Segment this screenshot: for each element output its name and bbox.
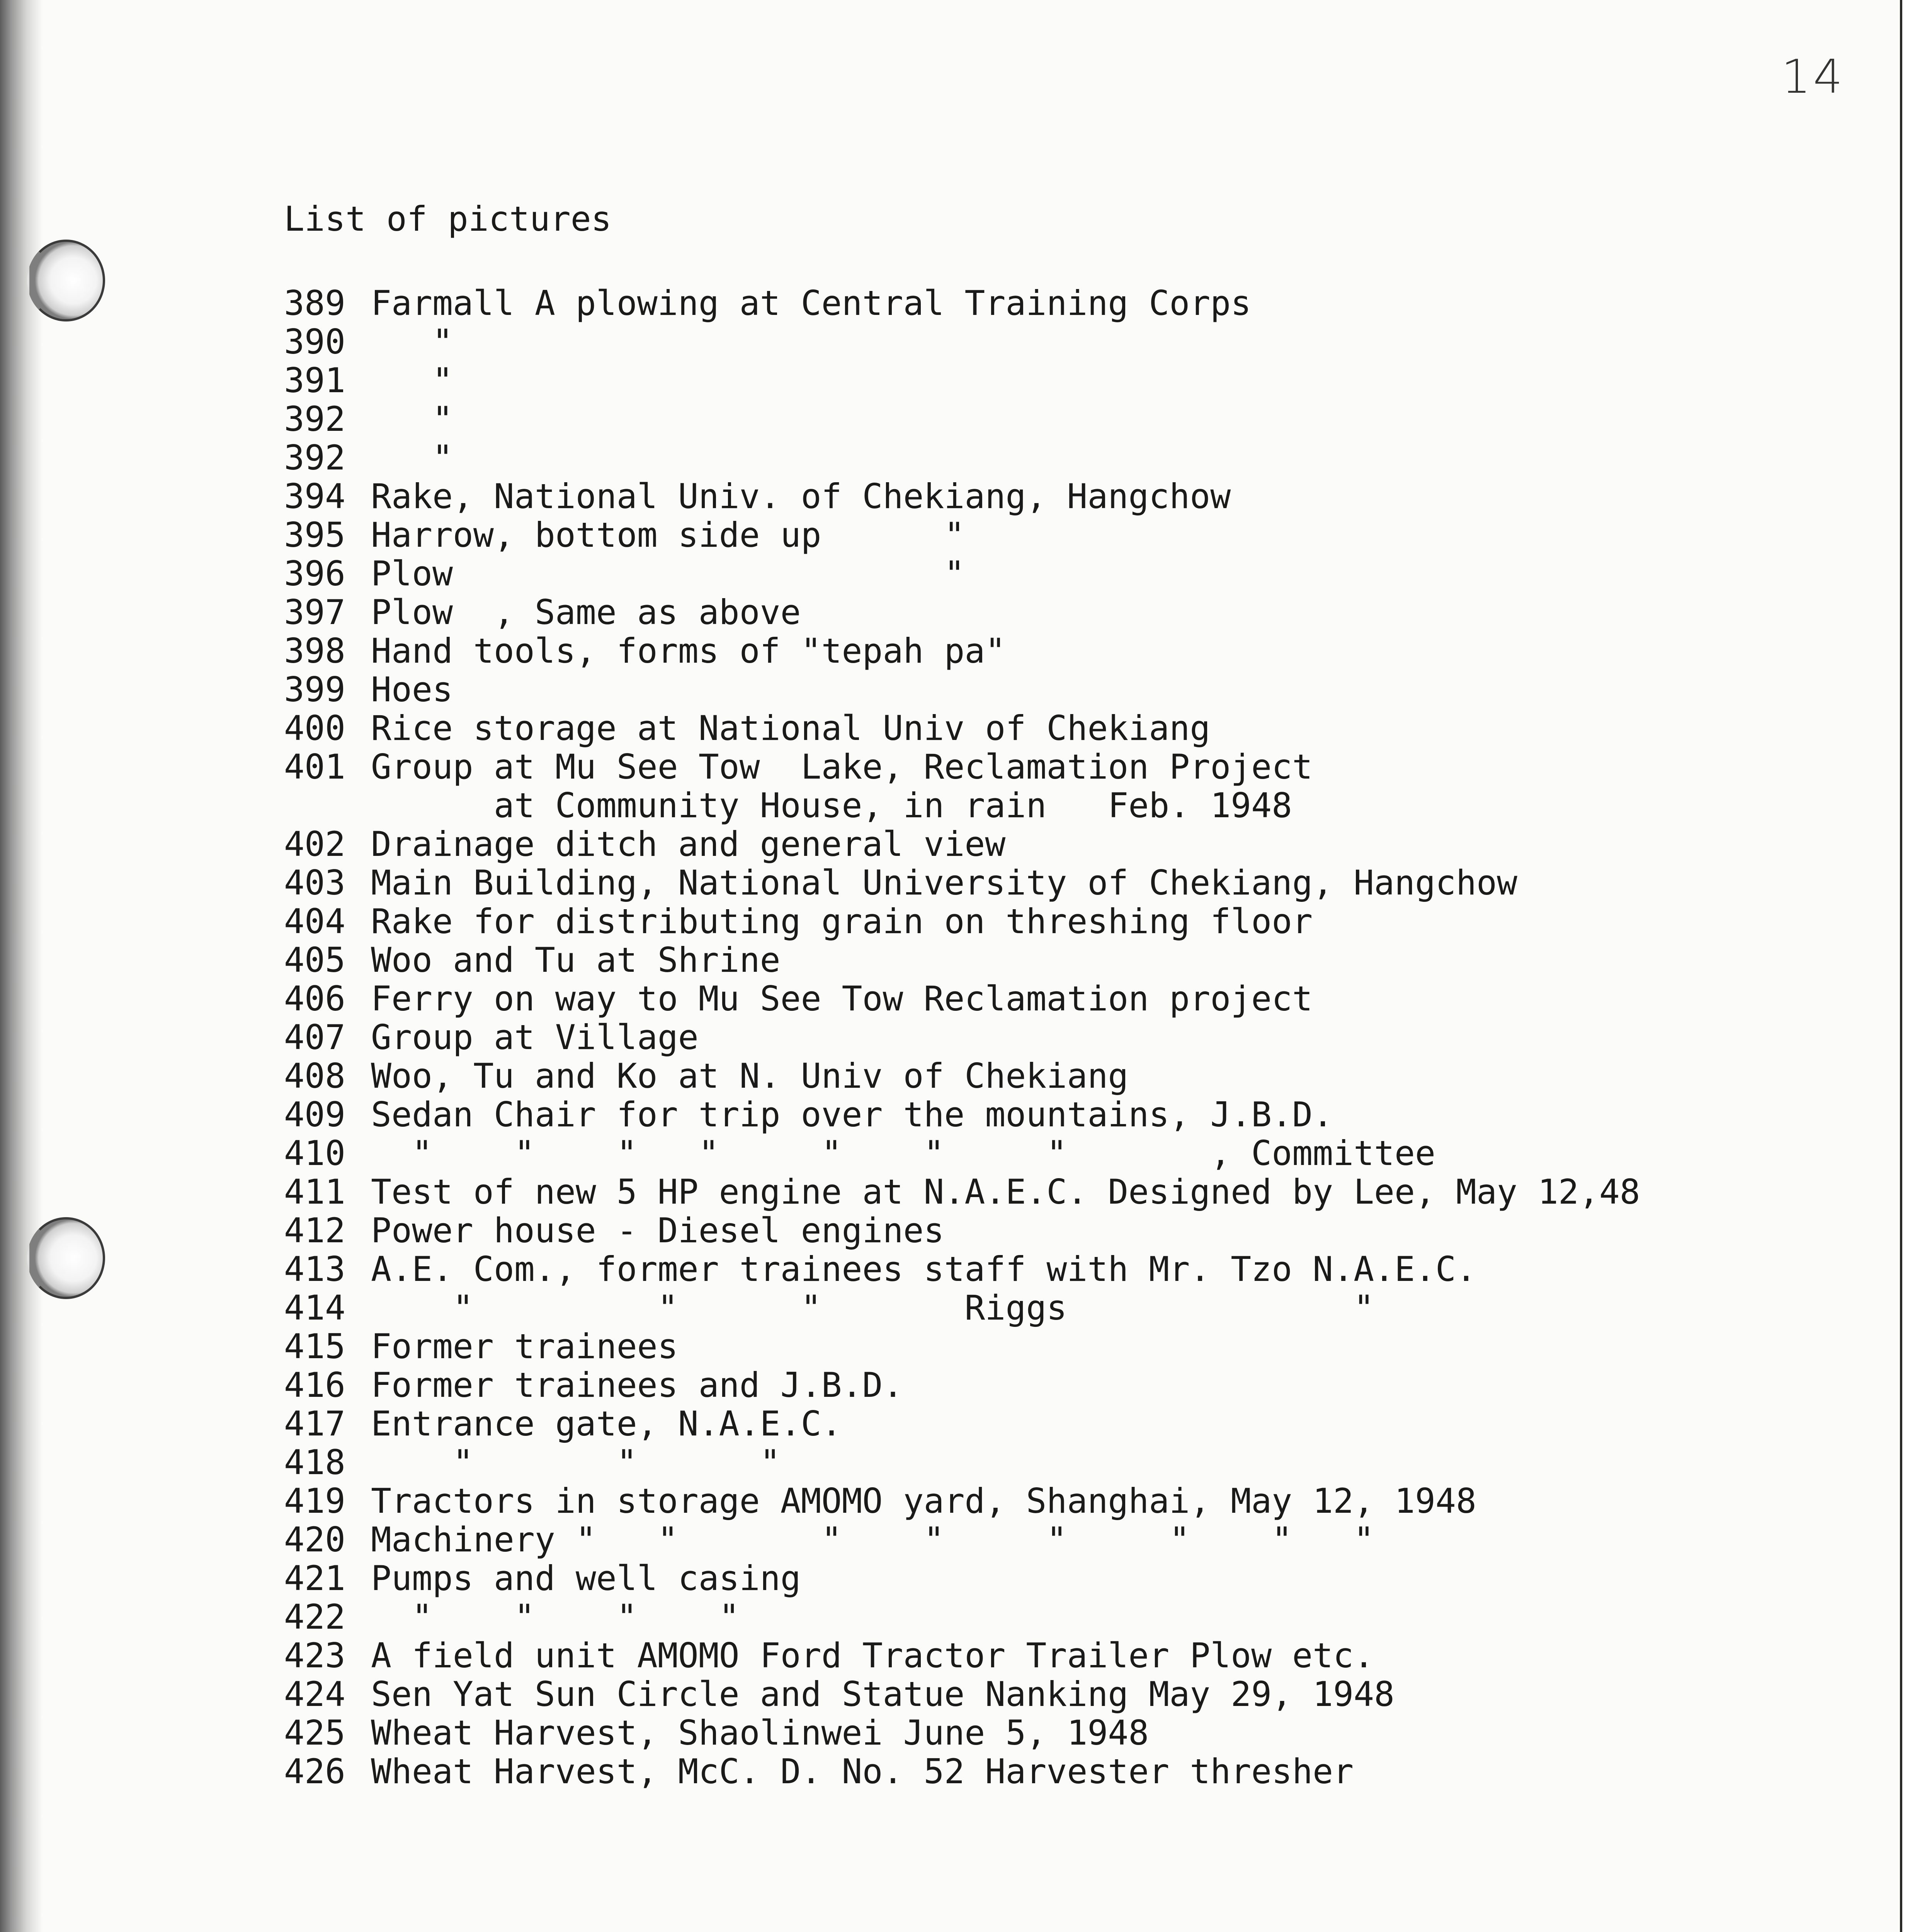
entry-description: Hand tools, forms of "tepah pa" xyxy=(371,631,1006,671)
entry-number: 408 xyxy=(284,1056,345,1096)
entry-description: Pumps and well casing xyxy=(371,1558,801,1598)
entry-number: 417 xyxy=(284,1404,345,1444)
entry-number: 397 xyxy=(284,592,345,632)
list-item xyxy=(284,1405,1640,1443)
punch-hole-middle xyxy=(27,1217,105,1299)
entry-description: Group at Mu See Tow Lake, Reclamation Project xyxy=(371,747,1313,787)
entry-number: 416 xyxy=(284,1365,345,1405)
entry-number: 399 xyxy=(284,670,345,709)
list-item xyxy=(284,1327,1640,1366)
list-item xyxy=(284,902,1640,941)
list-item xyxy=(284,1173,1640,1211)
list-item xyxy=(284,1134,1640,1173)
entry-description: A.E. Com., former trainees staff with Mr. Tzo N.A.E.C. xyxy=(371,1249,1476,1289)
list-item xyxy=(284,1443,1640,1482)
entry-number: 392 xyxy=(284,438,345,478)
entry-description: Machinery " " " " " " " " xyxy=(371,1520,1374,1560)
entry-description: " " " Riggs " xyxy=(371,1288,1374,1328)
entry-description: Sedan Chair for trip over the mountains, J.B.D. xyxy=(371,1095,1333,1134)
entry-number: 403 xyxy=(284,863,345,903)
list-item xyxy=(284,632,1640,670)
entry-description: Farmall A plowing at Central Training Corps xyxy=(371,283,1252,323)
list-item xyxy=(284,323,1640,361)
entry-description: Rake for distributing grain on threshing floor xyxy=(371,901,1313,941)
entry-description: Sen Yat Sun Circle and Statue Nanking May 29, 1948 xyxy=(371,1674,1395,1714)
page-number: 14 xyxy=(1781,50,1845,104)
entry-description: Plow " xyxy=(371,554,965,594)
entry-number: 398 xyxy=(284,631,345,671)
list-item xyxy=(284,1482,1640,1520)
entry-number: 395 xyxy=(284,515,345,555)
entry-description: Wheat Harvest, McC. D. No. 52 Harvester thresher xyxy=(371,1752,1354,1791)
entry-number: 410 xyxy=(284,1133,345,1173)
entry-description: Entrance gate, N.A.E.C. xyxy=(371,1404,842,1444)
list-item xyxy=(284,400,1640,439)
entry-number: 420 xyxy=(284,1520,345,1560)
entry-number: 413 xyxy=(284,1249,345,1289)
entry-description: Test of new 5 HP engine at N.A.E.C. Designed by Lee, May 12,48 xyxy=(371,1172,1640,1212)
list-item xyxy=(284,361,1640,400)
entry-number: 422 xyxy=(284,1597,345,1637)
entry-description: Plow , Same as above xyxy=(371,592,801,632)
entry-number: 407 xyxy=(284,1017,345,1057)
entry-description: " " " xyxy=(371,1442,781,1482)
entry-description: Rice storage at National Univ of Chekiang xyxy=(371,708,1211,748)
entry-description: Group at Village xyxy=(371,1017,699,1057)
entry-number: 411 xyxy=(284,1172,345,1212)
list-item xyxy=(284,593,1640,632)
entry-description: Woo, Tu and Ko at N. Univ of Chekiang xyxy=(371,1056,1129,1096)
list-item xyxy=(284,1714,1640,1752)
list-item xyxy=(284,1095,1640,1134)
list-item xyxy=(284,670,1640,709)
entry-number: 419 xyxy=(284,1481,345,1521)
list-item-continuation xyxy=(284,786,1640,825)
entry-number: 406 xyxy=(284,979,345,1019)
entry-description: Drainage ditch and general view xyxy=(371,824,1006,864)
list-item xyxy=(284,1211,1640,1250)
list-item xyxy=(284,439,1640,477)
entry-number: 404 xyxy=(284,901,345,941)
list-item xyxy=(284,284,1640,323)
entry-number: 415 xyxy=(284,1327,345,1366)
entry-number: 426 xyxy=(284,1752,345,1791)
entry-number: 392 xyxy=(284,399,345,439)
list-item xyxy=(284,1018,1640,1057)
entry-description: " " " " xyxy=(371,1597,740,1637)
entry-number: 424 xyxy=(284,1674,345,1714)
list-item xyxy=(284,1675,1640,1714)
list-item xyxy=(284,980,1640,1018)
entry-description: " xyxy=(371,438,453,478)
entry-number: 401 xyxy=(284,747,345,787)
entry-description: Wheat Harvest, Shaolinwei June 5, 1948 xyxy=(371,1713,1149,1753)
list-item xyxy=(284,825,1640,864)
entry-number: 423 xyxy=(284,1636,345,1675)
list-item xyxy=(284,1250,1640,1289)
entry-number: 389 xyxy=(284,283,345,323)
list-item xyxy=(284,1520,1640,1559)
entry-description: Hoes xyxy=(371,670,453,709)
entry-number: 412 xyxy=(284,1211,345,1250)
list-item xyxy=(284,554,1640,593)
entry-description: " xyxy=(371,399,453,439)
list-item xyxy=(284,1598,1640,1636)
entry-description: A field unit AMOMO Ford Tractor Trailer Plow etc. xyxy=(371,1636,1374,1675)
entry-number: 409 xyxy=(284,1095,345,1134)
entry-description: " " " " " " " , Committee xyxy=(371,1133,1435,1173)
list-item xyxy=(284,1752,1640,1791)
entry-number: 396 xyxy=(284,554,345,594)
entry-description: Rake, National Univ. of Chekiang, Hangchow xyxy=(371,476,1231,516)
list-item xyxy=(284,477,1640,516)
entry-description: Harrow, bottom side up " xyxy=(371,515,965,555)
entry-number: 418 xyxy=(284,1442,345,1482)
list-item xyxy=(284,1366,1640,1405)
entry-description: " xyxy=(371,361,453,400)
entry-description: Power house - Diesel engines xyxy=(371,1211,944,1250)
entry-description: Ferry on way to Mu See Tow Reclamation project xyxy=(371,979,1313,1019)
list-item xyxy=(284,864,1640,902)
list-item xyxy=(284,748,1640,786)
entry-number: 425 xyxy=(284,1713,345,1753)
punch-hole-top xyxy=(27,240,105,321)
document-title: List of pictures xyxy=(284,199,612,239)
scan-right-edge xyxy=(1900,0,1932,1932)
entry-number: 405 xyxy=(284,940,345,980)
entry-number: 394 xyxy=(284,476,345,516)
picture-list xyxy=(284,284,1640,1791)
entry-number: 402 xyxy=(284,824,345,864)
list-item xyxy=(284,1057,1640,1095)
list-item xyxy=(284,941,1640,980)
entry-description: Main Building, National University of Chekiang, Hangchow xyxy=(371,863,1517,903)
entry-number: 390 xyxy=(284,322,345,362)
entry-number: 414 xyxy=(284,1288,345,1328)
list-item xyxy=(284,1636,1640,1675)
list-item xyxy=(284,1559,1640,1598)
entry-description: Former trainees xyxy=(371,1327,678,1366)
list-item xyxy=(284,709,1640,748)
entry-description: Former trainees and J.B.D. xyxy=(371,1365,903,1405)
entry-description: Tractors in storage AMOMO yard, Shanghai, May 12, 1948 xyxy=(371,1481,1476,1521)
entry-description: " xyxy=(371,322,453,362)
entry-number: 400 xyxy=(284,708,345,748)
list-item xyxy=(284,516,1640,554)
entry-description: Woo and Tu at Shrine xyxy=(371,940,781,980)
entry-number: 391 xyxy=(284,361,345,400)
entry-number: 421 xyxy=(284,1558,345,1598)
entry-description: at Community House, in rain Feb. 1948 xyxy=(371,786,1293,825)
list-item xyxy=(284,1289,1640,1327)
